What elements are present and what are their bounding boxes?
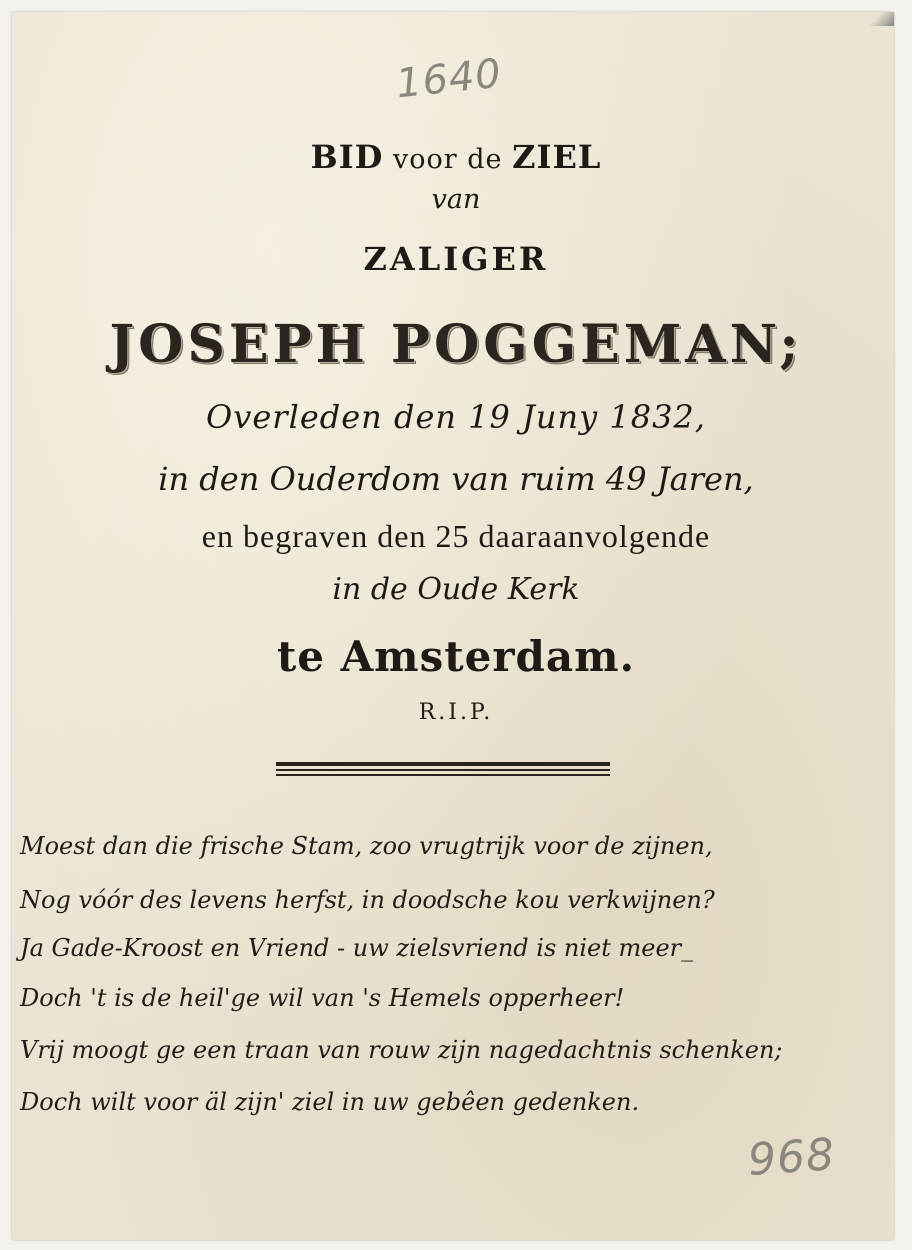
verse-line: Moest dan die frische Stam, zoo vrugtrijk voor de zijnen, xyxy=(20,832,713,860)
pencil-annotation-bottom: 968 xyxy=(746,1129,837,1186)
prayer-heading-ziel: ZIEL xyxy=(512,138,602,176)
death-date: Overleden den 19 Juny 1832, xyxy=(206,398,706,436)
rip-text: R.I.P. xyxy=(418,700,494,725)
divider-thin xyxy=(276,769,610,771)
prayer-heading-bid: BID xyxy=(310,138,384,176)
pencil-annotation-top: 1640 xyxy=(393,50,504,108)
burial-city: te Amsterdam. xyxy=(276,632,636,681)
prayer-heading-middle: voor de xyxy=(383,144,513,175)
age-at-death: in den Ouderdom van ruim 49 Jaren, xyxy=(158,460,754,498)
burial-date: en begraven den 25 daaraanvolgende xyxy=(201,518,711,554)
divider-thick xyxy=(276,762,610,766)
deceased-name: JOSEPH POGGEMAN; xyxy=(109,314,803,375)
heading-van: van xyxy=(431,184,481,215)
verse-line: Vrij moogt ge een traan van rouw zijn nagedachtnis schenken; xyxy=(20,1036,783,1064)
verse-line: Nog vóór des levens herfst, in doodsche kou verkwijnen? xyxy=(20,886,715,914)
prayer-heading xyxy=(0,138,912,176)
burial-church: in de Oude Kerk xyxy=(332,572,580,607)
verse-line: Ja Gade-Kroost en Vriend - uw zielsvriend is niet meer_ xyxy=(20,934,694,962)
verse-line: Doch 't is de heil'ge wil van 's Hemels opperheer! xyxy=(20,984,625,1012)
divider-thin-lower xyxy=(276,774,610,776)
corner-mark xyxy=(864,12,894,26)
verse-line: Doch wilt voor äl zijn' ziel in uw gebêen gedenken. xyxy=(20,1088,640,1116)
heading-zaliger: ZALIGER xyxy=(363,240,549,278)
